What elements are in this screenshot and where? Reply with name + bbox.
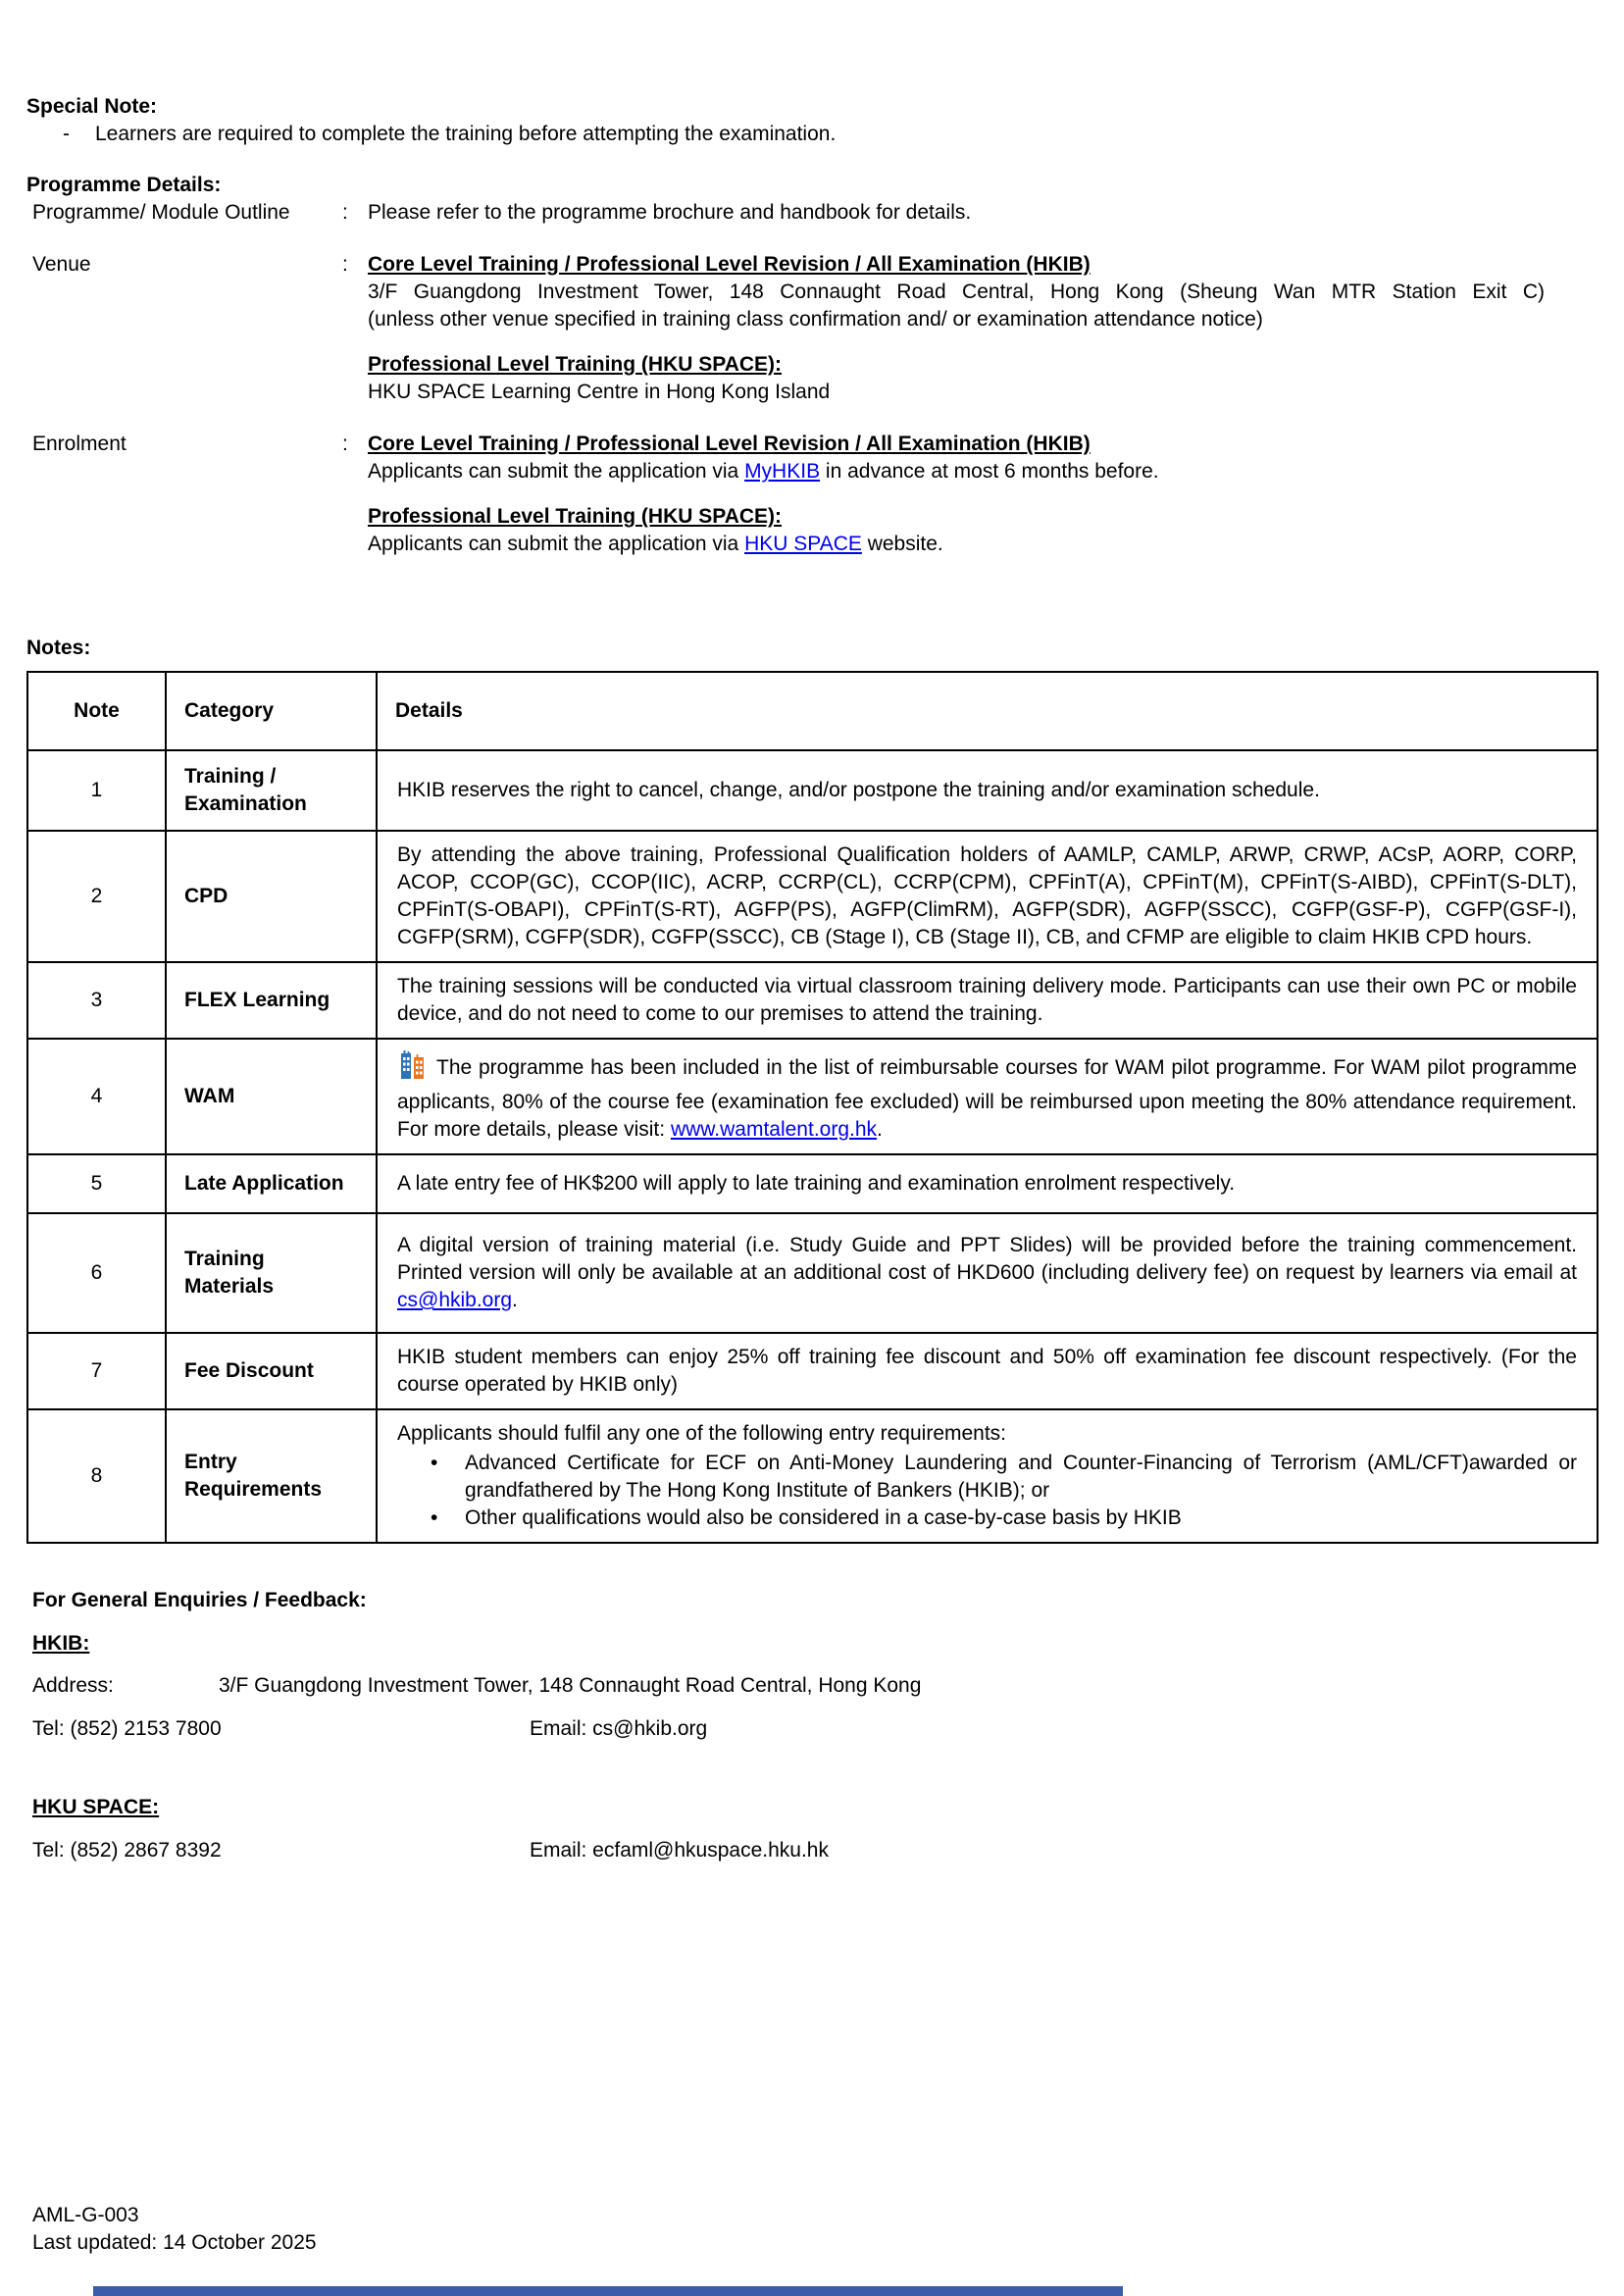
field-colon: :	[342, 253, 348, 276]
text-segment: .	[512, 1289, 518, 1311]
hkib-address-row	[32, 1672, 1599, 1700]
hkib-tel-email-row	[32, 1715, 1599, 1743]
note-category: Entry Requirements	[166, 1409, 377, 1543]
email-text: Email: ecfaml@hkuspace.hku.hk	[530, 1839, 829, 1862]
note-number: 5	[27, 1154, 166, 1213]
enrolment-hkib-line	[368, 458, 1545, 485]
bottom-bar	[93, 2286, 1123, 2296]
address-label: Address:	[32, 1674, 114, 1697]
venue-hku-value: HKU SPACE Learning Centre in Hong Kong Island	[368, 381, 831, 403]
table-row	[27, 1333, 1598, 1409]
note-category: Fee Discount	[166, 1333, 377, 1409]
text-segment: Applicants can submit the application via	[368, 460, 745, 483]
text-segment: .	[877, 1118, 883, 1141]
venue-hkib-address: 3/F Guangdong Investment Tower, 148 Connaught Road Central, Hong Kong (Sheung Wan MTR Station Exit C)	[368, 281, 1545, 303]
note-details: A late entry fee of HK$200 will apply to late training and examination enrolment respectively.	[377, 1154, 1598, 1213]
hkib-contact-heading: HKIB:	[32, 1632, 90, 1655]
note-details	[377, 1213, 1598, 1333]
table-row	[27, 831, 1598, 962]
text-segment: Applicants can submit the application via	[368, 533, 745, 555]
table-row	[27, 1154, 1598, 1213]
table-header-category: Category	[166, 672, 377, 750]
field-label: Enrolment	[32, 433, 127, 455]
wam-logo-icon	[397, 1049, 429, 1089]
note-details: HKIB reserves the right to cancel, change, and/or postpone the training and/or examination schedule.	[377, 750, 1598, 831]
notes-table	[26, 671, 1599, 1544]
enrolment-content	[368, 431, 1545, 558]
table-row	[27, 962, 1598, 1039]
note-number: 4	[27, 1039, 166, 1154]
note-details	[377, 1039, 1598, 1154]
link-hku-space[interactable]: HKU SPACE	[744, 533, 862, 555]
note-details	[377, 1409, 1598, 1543]
note-category: Training / Examination	[166, 750, 377, 831]
note-number: 8	[27, 1409, 166, 1543]
field-label: Programme/ Module Outline	[32, 201, 290, 224]
doc-id: AML-G-003	[32, 2204, 139, 2226]
programme-details-heading: Programme Details:	[26, 174, 222, 196]
email-text: Email: cs@hkib.org	[530, 1717, 708, 1740]
venue-hku-heading: Professional Level Training (HKU SPACE):	[368, 353, 783, 376]
note-number: 3	[27, 962, 166, 1039]
note-number: 7	[27, 1333, 166, 1409]
note-details: By attending the above training, Professional Qualification holders of AAMLP, CAMLP, ARWP, CRWP, ACsP, AORP, CORP, ACOP, CCOP(GC), CCOP(IIC), ACRP, CCRP(CL), CCRP(CPM), CPFinT(A), CPFinT(M), CPFinT(S-AIBD), CPFinT(S-DLT), CPFinT(S-OBAPI), CPFinT(S-RT), AGFP(PS), AGFP(ClimRM), AGFP(SDR), AGFP(SSCC), CGFP(GSF-P), CGFP(GSF-I), CGFP(SRM), CGFP(SDR), CGFP(SSCC), CB (Stage I), CB (Stage II), CB, and CFMP are eligible to claim HKIB CPD hours.	[377, 831, 1598, 962]
link-myhkib[interactable]: MyHKIB	[744, 460, 821, 483]
page-footer	[32, 2202, 317, 2257]
venue-content	[368, 251, 1545, 406]
special-note-text: Learners are required to complete the training before attempting the examination.	[95, 123, 837, 145]
note-details: The training sessions will be conducted via virtual classroom training delivery mode. Participants can use their own PC or mobile device, and do not need to come to our premises to attend the training.	[377, 962, 1598, 1039]
link-cs-hkib-email[interactable]: cs@hkib.org	[397, 1289, 513, 1311]
venue-hkib-note: (unless other venue specified in training class confirmation and/ or examination attendance notice)	[368, 308, 1263, 331]
table-row	[27, 1213, 1598, 1333]
last-updated: Last updated: 14 October 2025	[32, 2231, 317, 2254]
enquiries-heading: For General Enquiries / Feedback:	[32, 1589, 367, 1611]
address-value: 3/F Guangdong Investment Tower, 148 Connaught Road Central, Hong Kong	[219, 1674, 922, 1697]
notes-heading: Notes:	[26, 637, 91, 659]
note-number: 2	[27, 831, 166, 962]
venue-hkib-heading: Core Level Training / Professional Level Revision / All Examination (HKIB)	[368, 253, 1091, 276]
text-segment: The programme has been included in the list of reimbursable courses for WAM pilot programme. For WAM pilot programme applicants, 80% of the course fee (examination fee excluded) will be reimbursed upon meeting the 80% attendance requirement. For more details, please visit:	[397, 1056, 1577, 1141]
note-details: HKIB student members can enjoy 25% off training fee discount and 50% off examination fee discount respectively. (For the course operated by HKIB only)	[377, 1333, 1598, 1409]
entry-requirements-intro: Applicants should fulfil any one of the following entry requirements:	[397, 1422, 1007, 1445]
list-item: • Advanced Certificate for ECF on Anti-Money Laundering and Counter-Financing of Terrorism (AML/CFT)awarded or grandfathered by The Hong Kong Institute of Bankers (HKIB); or	[397, 1450, 1577, 1505]
field-colon: :	[342, 433, 348, 455]
field-programme-module-outline	[32, 199, 1599, 227]
text-segment: A digital version of training material (i.e. Study Guide and PPT Slides) will be provided before the training commencement. Printed version will only be available at an additional cost of HKD600 (including delivery fee) on request by learners via email at	[397, 1234, 1577, 1284]
field-colon: :	[342, 201, 348, 224]
table-row	[27, 750, 1598, 831]
text-segment: website.	[861, 533, 943, 555]
special-note-heading: Special Note:	[26, 95, 158, 118]
tel-text: Tel: (852) 2153 7800	[32, 1717, 222, 1740]
entry-requirements-list	[397, 1450, 1577, 1532]
special-note-item	[63, 121, 1599, 148]
enrolment-hku-heading: Professional Level Training (HKU SPACE):	[368, 505, 783, 528]
note-category: Late Application	[166, 1154, 377, 1213]
field-enrolment	[32, 431, 1599, 558]
note-category: WAM	[166, 1039, 377, 1154]
hku-space-tel-email-row	[32, 1837, 1599, 1864]
note-category: Training Materials	[166, 1213, 377, 1333]
field-venue	[32, 251, 1599, 406]
note-category: CPD	[166, 831, 377, 962]
table-header-details: Details	[377, 672, 1598, 750]
note-category: FLEX Learning	[166, 962, 377, 1039]
enrolment-hkib-heading: Core Level Training / Professional Level Revision / All Examination (HKIB)	[368, 433, 1091, 455]
hku-space-contact-heading: HKU SPACE:	[32, 1796, 160, 1818]
field-label: Venue	[32, 253, 91, 276]
field-value: Please refer to the programme brochure and handbook for details.	[368, 201, 972, 224]
table-row	[27, 1409, 1598, 1543]
link-wamtalent[interactable]: www.wamtalent.org.hk	[670, 1118, 878, 1141]
enrolment-hku-line	[368, 531, 1545, 558]
list-item: • Other qualifications would also be considered in a case-by-case basis by HKIB	[397, 1505, 1577, 1532]
tel-text: Tel: (852) 2867 8392	[32, 1839, 222, 1862]
table-row	[27, 1039, 1598, 1154]
table-header-row	[27, 672, 1598, 750]
note-number: 1	[27, 750, 166, 831]
bullet-dash: -	[63, 123, 70, 145]
table-header-note: Note	[27, 672, 166, 750]
note-number: 6	[27, 1213, 166, 1333]
text-segment: in advance at most 6 months before.	[820, 460, 1159, 483]
